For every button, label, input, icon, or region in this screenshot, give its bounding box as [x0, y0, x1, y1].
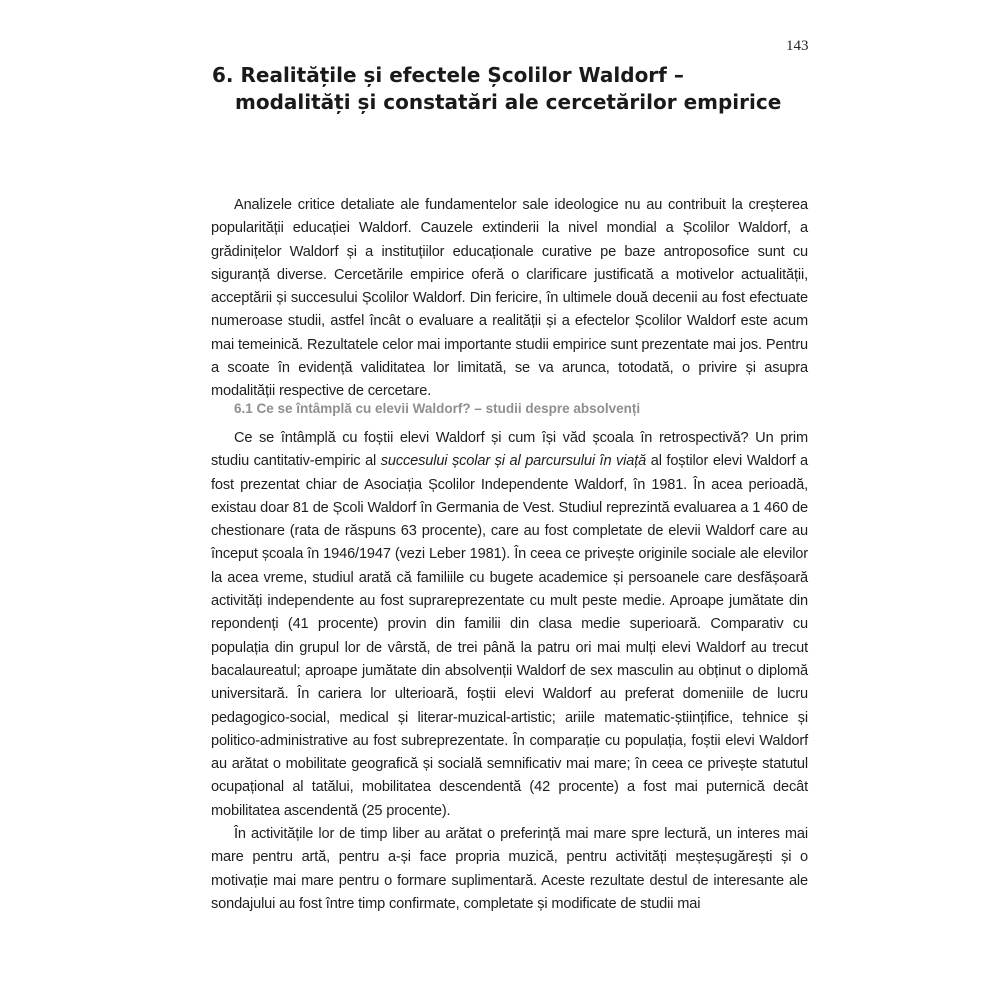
page-number: 143	[786, 38, 809, 54]
chapter-title-line-1: 6. Realitățile și efectele Școlilor Waldorf –	[212, 63, 684, 87]
section-paragraph-2: În activitățile lor de timp liber au arătat o preferință mai mare spre lectură, un interes mai mare pentru artă, pentru a-și face propria muzică, pentru activități meșteșugărești și o motivație mai mare pentru o formare suplimentară. Aceste rezultate destul de interesante ale sondajului au fost între timp confirmate, completate și modificate de studii mai	[211, 826, 808, 912]
paragraph-1-text-start: Ce se întâmplă cu foștii elevi Waldorf și cum își văd școala în retrospectivă? Un prim studiu cantitativ-empiric al	[211, 430, 808, 470]
section-paragraph-1	[211, 427, 808, 823]
chapter-title-line-2: modalități și constatări ale cercetărilor empirice	[235, 90, 782, 114]
paragraph-1-text-end: al foștilor elevi Waldorf a fost prezentat chiar de Asociația Școlilor Independente Waldorf, în 1981. În acea perioadă, existau doar 81 de Școli Waldorf în Germania de Vest. Studiul reprezintă evaluarea a 1 460 de chestionare (rata de răspuns 63 procente), care au fost completate de elevii Waldorf care au început școala în 1946/1947 (vezi Leber 1981). În ceea ce privește originile sociale ale elevilor la acea vreme, studiul arată că familiile cu bugete academice și persoanele care desfășoară activități independente au fost suprareprezentate cu mult peste medie. Aproape jumătate din repondenți (41 procente) provin din familii din clasa medie superioară. Comparativ cu populația din grupul lor de vârstă, de trei până la patru ori mai mulți elevi Waldorf au trecut bacalaureatul; aproape jumătate din absolvenții Waldorf de sex masculin au obținut o diplomă universitară. În cariera lor ulterioară, foștii elevi Waldorf au preferat domeniile de lucru pedagogico-social, medical și literar-muzical-artistic; ariile matematic-științifice, tehnice și politico-administrative au fost subreprezentate. În comparație cu populația, foștii elevi Waldorf au arătat o mobilitate geografică și socială semnificativ mai mare; în ceea ce privește statutul ocupațional al tatălui, mobilitatea descendentă (42 procente) a fost mai puternică decât mobilitatea ascendentă (25 procente).	[211, 453, 808, 819]
section-body	[211, 427, 808, 916]
paragraph-1-italic-phrase: succesului școlar și al parcursului în viață	[380, 453, 647, 470]
intro-block	[211, 194, 808, 404]
chapter-title	[212, 62, 812, 116]
intro-paragraph: Analizele critice detaliate ale fundamentelor sale ideologice nu au contribuit la creșterea popularității educației Waldorf. Cauzele extinderii la nivel mondial a Școlilor Waldorf, a grădinițelor Waldorf și a instituțiilor educaționale curative pe baze antroposofice sunt cu siguranță diverse. Cercetările empirice oferă o clarificare justificată a motivelor actualității, acceptării și succesului Școlilor Waldorf. Din fericire, în ultimele două decenii au fost efectuate numeroase studii, astfel încât o evaluare a realității și a efectelor Școlilor Waldorf este acum mai temeinică. Rezultatele celor mai importante studii empirice sunt prezentate mai jos. Pentru a scoate în evidență validitatea lor limitată, se va arunca, totodată, o privire și asupra modalității respective de cercetare.	[211, 197, 808, 400]
section-heading: 6.1 Ce se întâmplă cu elevii Waldorf? – studii despre absolvenți	[234, 401, 641, 416]
